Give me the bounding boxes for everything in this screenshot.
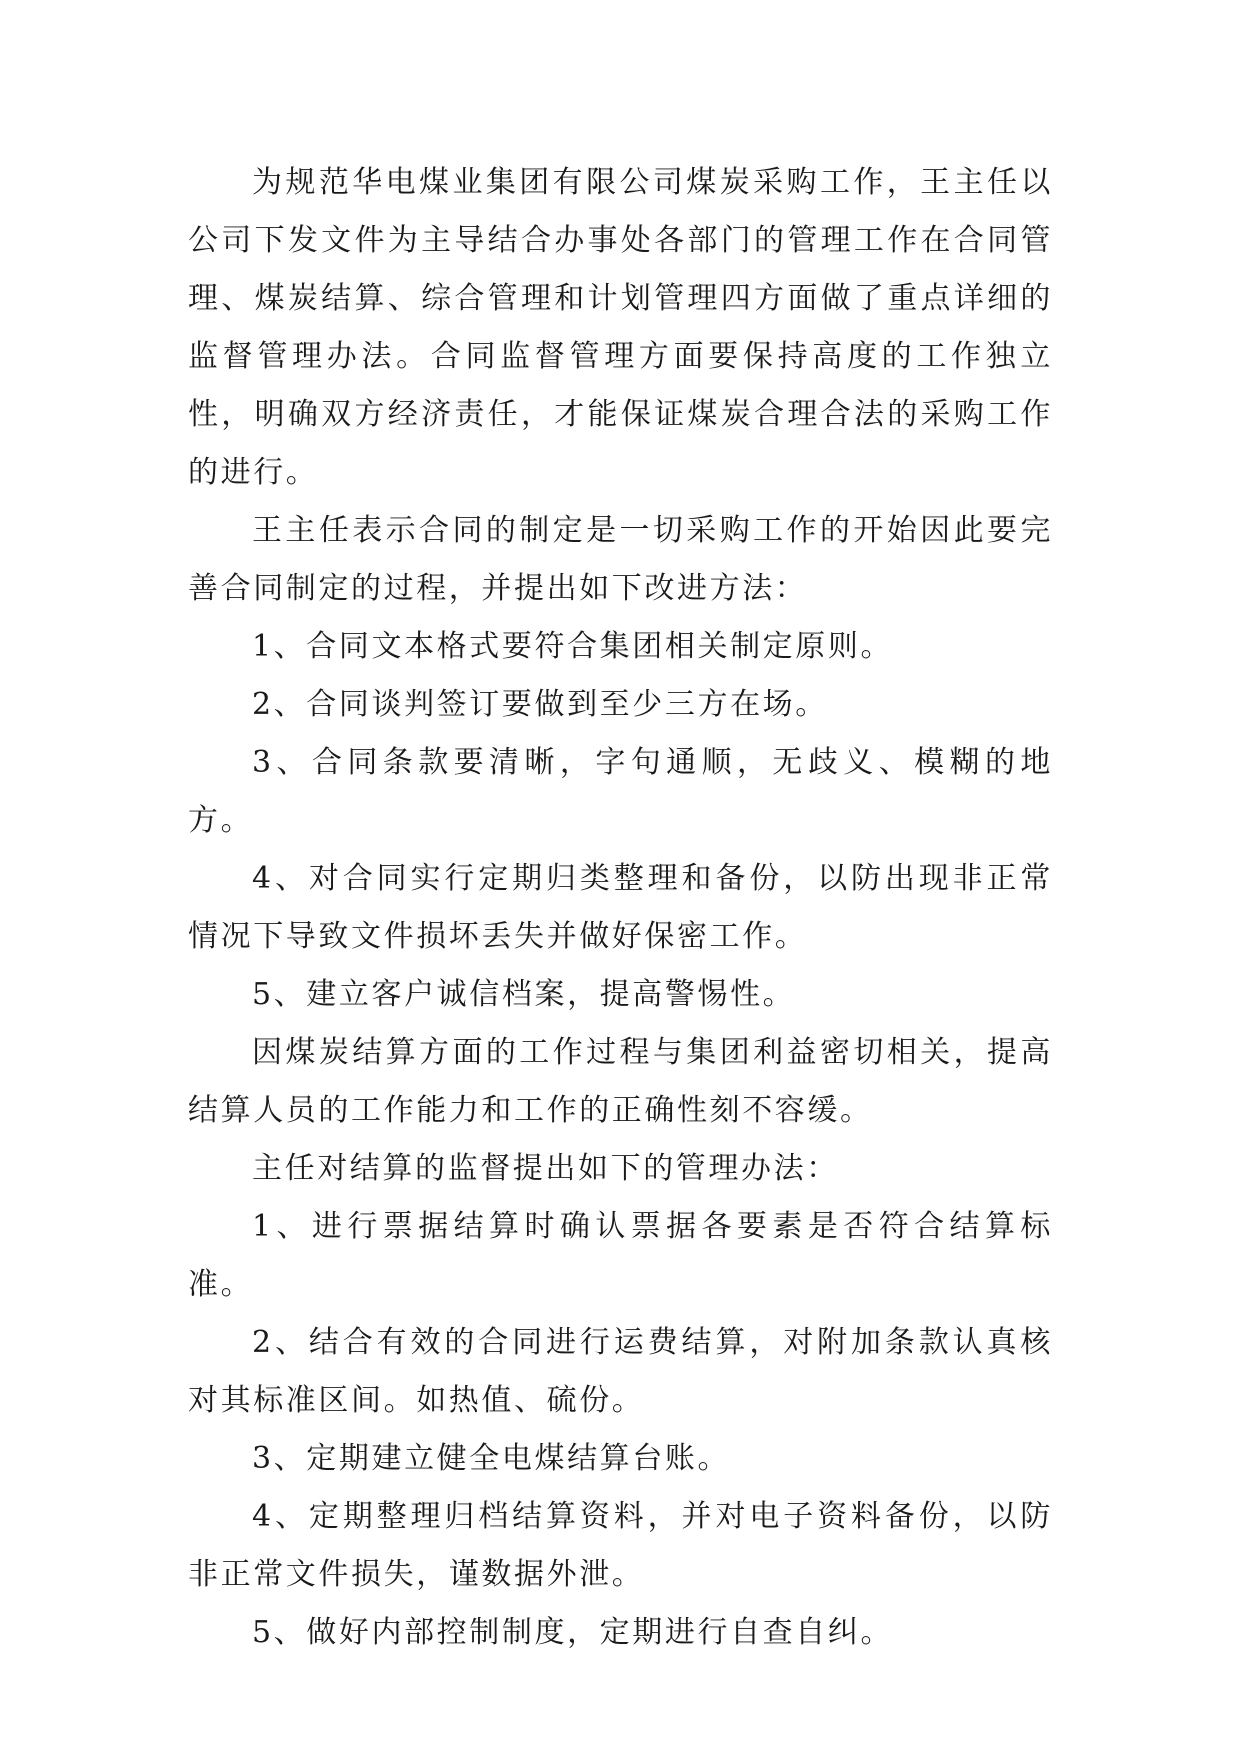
list-item-contract-3: 3、合同条款要清晰，字句通顺，无歧义、模糊的地方。 xyxy=(188,745,1053,838)
list-item-settlement-5: 5、做好内部控制制度，定期进行自查自纠。 xyxy=(252,1615,894,1650)
list-item-settlement-4: 4、定期整理归档结算资料，并对电子资料备份，以防非正常文件损失，谨数据外泄。 xyxy=(188,1499,1053,1592)
list-item-settlement-3: 3、定期建立健全电煤结算台账。 xyxy=(252,1441,731,1476)
paragraph-contract-intro: 王主任表示合同的制定是一切采购工作的开始因此要完善合同制定的过程，并提出如下改进方法： xyxy=(188,513,1053,606)
paragraph-settlement-intro: 因煤炭结算方面的工作过程与集团利益密切相关，提高结算人员的工作能力和工作的正确性刻不容缓。 xyxy=(188,1035,1053,1128)
document-body xyxy=(188,154,1053,1662)
list-item-contract-2: 2、合同谈判签订要做到至少三方在场。 xyxy=(252,687,828,722)
list-item-contract-4: 4、对合同实行定期归类整理和备份，以防出现非正常情况下导致文件损坏丢失并做好保密工作。 xyxy=(188,861,1053,954)
paragraph-intro: 为规范华电煤业集团有限公司煤炭采购工作，王主任以公司下发文件为主导结合办事处各部门的管理工作在合同管理、煤炭结算、综合管理和计划管理四方面做了重点详细的监督管理办法。合同监督管理方面要保持高度的工作独立性，明确双方经济责任，才能保证煤炭合理合法的采购工作的进行。 xyxy=(188,165,1053,490)
list-item-contract-1: 1、合同文本格式要符合集团相关制定原则。 xyxy=(252,629,894,664)
list-item-settlement-2: 2、结合有效的合同进行运费结算，对附加条款认真核对其标准区间。如热值、硫份。 xyxy=(188,1325,1053,1418)
list-item-contract-5: 5、建立客户诚信档案，提高警惕性。 xyxy=(252,977,796,1012)
paragraph-settlement-methods: 主任对结算的监督提出如下的管理办法： xyxy=(252,1151,839,1186)
list-item-settlement-1: 1、进行票据结算时确认票据各要素是否符合结算标准。 xyxy=(188,1209,1053,1302)
